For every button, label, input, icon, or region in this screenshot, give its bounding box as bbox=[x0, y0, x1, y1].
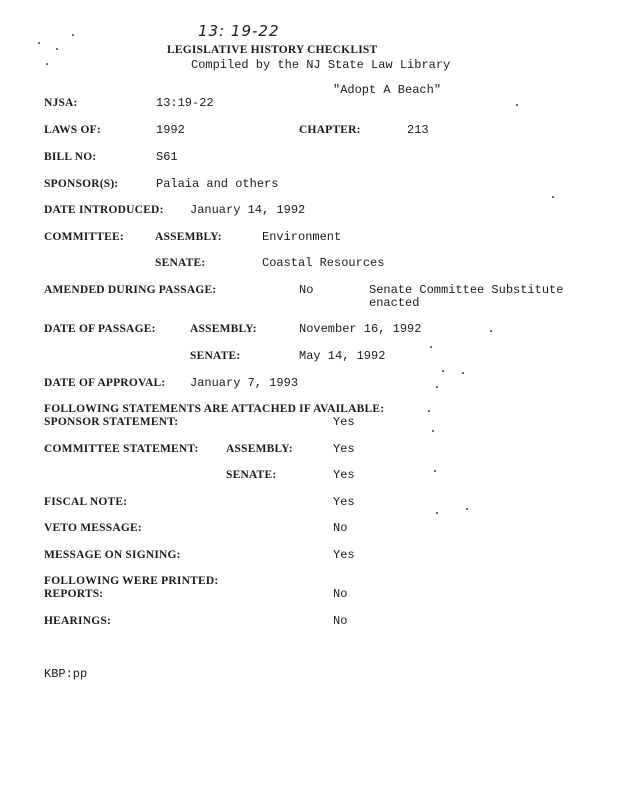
act-short-title: "Adopt A Beach" bbox=[333, 83, 442, 97]
amended-note-line2: enacted bbox=[369, 296, 420, 310]
scan-speck bbox=[490, 330, 492, 332]
scan-speck bbox=[552, 196, 554, 198]
committee-statement-label: COMMITTEE STATEMENT: bbox=[44, 443, 199, 455]
scan-speck bbox=[432, 430, 434, 432]
sponsor-statement-value: Yes bbox=[333, 415, 355, 429]
scan-speck bbox=[46, 63, 48, 65]
scan-speck bbox=[428, 410, 430, 412]
committee-statement-assembly-value: Yes bbox=[333, 442, 355, 456]
date-of-approval-value: January 7, 1993 bbox=[190, 376, 299, 390]
amended-value: No bbox=[299, 283, 314, 297]
scan-speck bbox=[72, 34, 74, 36]
scan-speck bbox=[430, 346, 432, 348]
fiscal-note-label: FISCAL NOTE: bbox=[44, 496, 128, 508]
chapter-value: 213 bbox=[407, 123, 429, 137]
date-introduced-label: DATE INTRODUCED: bbox=[44, 204, 164, 216]
scan-speck bbox=[516, 104, 518, 106]
scan-speck bbox=[56, 48, 58, 50]
date-of-approval-label: DATE OF APPROVAL: bbox=[44, 377, 166, 389]
message-on-signing-value: Yes bbox=[333, 548, 355, 562]
reports-value: No bbox=[333, 587, 348, 601]
author-initials: KBP:pp bbox=[44, 667, 88, 681]
committee-statement-senate-label: SENATE: bbox=[226, 469, 277, 481]
njsa-label: NJSA: bbox=[44, 97, 78, 109]
amended-label: AMENDED DURING PASSAGE: bbox=[44, 284, 217, 296]
chapter-label: CHAPTER: bbox=[299, 124, 361, 136]
committee-senate-label: SENATE: bbox=[155, 257, 206, 269]
sponsor-statement-label: SPONSOR STATEMENT: bbox=[44, 416, 179, 428]
scan-speck bbox=[434, 470, 436, 472]
committee-label: COMMITTEE: bbox=[44, 231, 124, 243]
scan-speck bbox=[38, 42, 40, 44]
passage-senate-label: SENATE: bbox=[190, 350, 241, 362]
fiscal-note-value: Yes bbox=[333, 495, 355, 509]
passage-assembly-label: ASSEMBLY: bbox=[190, 323, 257, 335]
veto-message-value: No bbox=[333, 521, 348, 535]
hearings-value: No bbox=[333, 614, 348, 628]
scan-speck bbox=[436, 386, 438, 388]
date-introduced-value: January 14, 1992 bbox=[190, 203, 306, 217]
committee-assembly-label: ASSEMBLY: bbox=[155, 231, 222, 243]
scan-speck bbox=[436, 512, 438, 514]
statements-heading: FOLLOWING STATEMENTS ARE ATTACHED IF AVAILABLE: bbox=[44, 403, 385, 415]
document-title: LEGISLATIVE HISTORY CHECKLIST bbox=[167, 44, 378, 56]
committee-statement-assembly-label: ASSEMBLY: bbox=[226, 443, 293, 455]
passage-senate-value: May 14, 1992 bbox=[299, 349, 386, 363]
veto-message-label: VETO MESSAGE: bbox=[44, 522, 142, 534]
scan-speck bbox=[466, 508, 468, 510]
hearings-label: HEARINGS: bbox=[44, 615, 111, 627]
laws-of-value: 1992 bbox=[156, 123, 185, 137]
printed-heading: FOLLOWING WERE PRINTED: bbox=[44, 575, 219, 587]
bill-no-value: S61 bbox=[156, 150, 178, 164]
njsa-value: 13:19-22 bbox=[156, 96, 214, 110]
committee-statement-senate-value: Yes bbox=[333, 468, 355, 482]
passage-assembly-value: November 16, 1992 bbox=[299, 322, 422, 336]
message-on-signing-label: MESSAGE ON SIGNING: bbox=[44, 549, 181, 561]
reports-label: REPORTS: bbox=[44, 588, 104, 600]
laws-of-label: LAWS OF: bbox=[44, 124, 101, 136]
committee-senate-value: Coastal Resources bbox=[262, 256, 385, 270]
scan-speck bbox=[462, 372, 464, 374]
committee-assembly-value: Environment bbox=[262, 230, 342, 244]
sponsor-value: Palaia and others bbox=[156, 177, 279, 191]
date-of-passage-label: DATE OF PASSAGE: bbox=[44, 323, 156, 335]
compiled-by-line: Compiled by the NJ State Law Library bbox=[191, 58, 451, 72]
handwritten-statute-number: 13: 19-22 bbox=[198, 22, 280, 40]
sponsor-label: SPONSOR(S): bbox=[44, 178, 119, 190]
scan-speck bbox=[442, 370, 444, 372]
bill-no-label: BILL NO: bbox=[44, 151, 97, 163]
amended-note-line1: Senate Committee Substitute bbox=[369, 283, 564, 297]
